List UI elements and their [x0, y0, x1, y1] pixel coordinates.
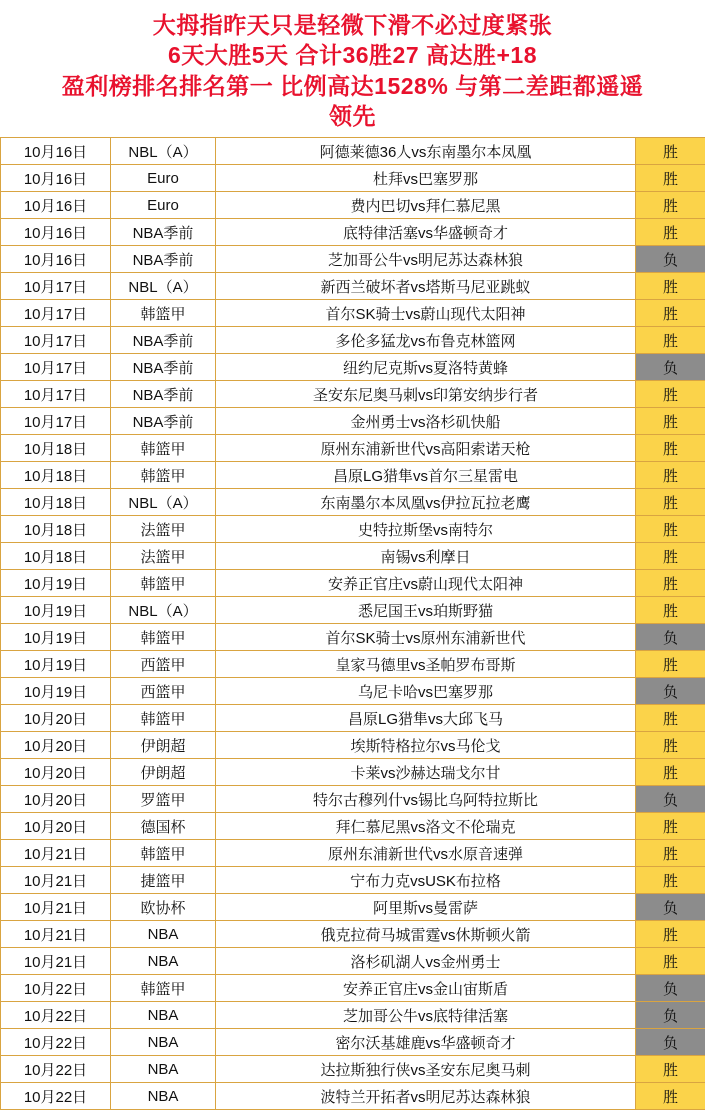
cell-result-badge: 胜: [636, 813, 705, 840]
cell-league: NBA季前: [111, 354, 216, 381]
cell-match: 悉尼国王vs珀斯野猫: [216, 597, 636, 624]
cell-result-badge: 胜: [636, 948, 705, 975]
cell-result-badge: 负: [636, 678, 705, 705]
table-row: [1, 435, 705, 462]
cell-league: 韩篮甲: [111, 462, 216, 489]
cell-match: 费内巴切vs拜仁慕尼黑: [216, 192, 636, 219]
table-row: [1, 462, 705, 489]
cell-result-badge: 胜: [636, 462, 705, 489]
table-row: [1, 597, 705, 624]
cell-date: 10月18日: [1, 435, 111, 462]
cell-result-badge: 胜: [636, 1056, 705, 1083]
cell-result-badge: 胜: [636, 273, 705, 300]
cell-result-badge: 胜: [636, 759, 705, 786]
cell-match: 昌原LG猎隼vs首尔三星雷电: [216, 462, 636, 489]
table-body: [1, 138, 705, 1110]
cell-date: 10月17日: [1, 327, 111, 354]
cell-match: 昌原LG猎隼vs大邱飞马: [216, 705, 636, 732]
table-row: [1, 165, 705, 192]
cell-league: Euro: [111, 165, 216, 192]
cell-league: NBA: [111, 1002, 216, 1029]
cell-result-badge: 胜: [636, 921, 705, 948]
table-row: [1, 219, 705, 246]
cell-result-badge: 负: [636, 1002, 705, 1029]
cell-result-badge: 胜: [636, 516, 705, 543]
cell-league: 伊朗超: [111, 732, 216, 759]
cell-date: 10月16日: [1, 138, 111, 165]
cell-date: 10月17日: [1, 273, 111, 300]
headline-line-4: 领先: [14, 101, 691, 131]
cell-league: 韩篮甲: [111, 570, 216, 597]
cell-league: NBL（A）: [111, 273, 216, 300]
cell-league: 韩篮甲: [111, 624, 216, 651]
cell-league: NBA季前: [111, 381, 216, 408]
table-row: [1, 678, 705, 705]
cell-result-badge: 胜: [636, 840, 705, 867]
cell-match: 波特兰开拓者vs明尼苏达森林狼: [216, 1083, 636, 1110]
cell-match: 皇家马德里vs圣帕罗布哥斯: [216, 651, 636, 678]
cell-match: 达拉斯独行侠vs圣安东尼奥马刺: [216, 1056, 636, 1083]
cell-result-badge: 负: [636, 975, 705, 1002]
cell-date: 10月18日: [1, 489, 111, 516]
cell-date: 10月17日: [1, 408, 111, 435]
cell-match: 乌尼卡哈vs巴塞罗那: [216, 678, 636, 705]
cell-league: 韩篮甲: [111, 975, 216, 1002]
table-row: [1, 246, 705, 273]
cell-result-badge: 胜: [636, 192, 705, 219]
cell-league: 德国杯: [111, 813, 216, 840]
cell-league: 捷篮甲: [111, 867, 216, 894]
cell-match: 芝加哥公牛vs底特律活塞: [216, 1002, 636, 1029]
cell-result-badge: 胜: [636, 165, 705, 192]
table-row: [1, 894, 705, 921]
cell-result-badge: 负: [636, 246, 705, 273]
cell-date: 10月17日: [1, 381, 111, 408]
cell-league: 法篮甲: [111, 516, 216, 543]
table-row: [1, 813, 705, 840]
table-row: [1, 543, 705, 570]
cell-match: 原州东浦新世代vs高阳索诺天枪: [216, 435, 636, 462]
table-row: [1, 1002, 705, 1029]
cell-result-badge: 胜: [636, 705, 705, 732]
cell-date: 10月19日: [1, 678, 111, 705]
table-row: [1, 867, 705, 894]
cell-league: NBL（A）: [111, 138, 216, 165]
cell-result-badge: 胜: [636, 1083, 705, 1110]
cell-date: 10月21日: [1, 894, 111, 921]
cell-league: 韩篮甲: [111, 435, 216, 462]
cell-match: 阿德莱德36人vs东南墨尔本凤凰: [216, 138, 636, 165]
table-row: [1, 1056, 705, 1083]
cell-result-badge: 负: [636, 624, 705, 651]
cell-league: Euro: [111, 192, 216, 219]
cell-league: 西篮甲: [111, 678, 216, 705]
cell-result-badge: 胜: [636, 381, 705, 408]
cell-league: NBA: [111, 948, 216, 975]
cell-league: 韩篮甲: [111, 840, 216, 867]
cell-league: 欧协杯: [111, 894, 216, 921]
cell-date: 10月19日: [1, 597, 111, 624]
cell-league: NBL（A）: [111, 597, 216, 624]
cell-league: 西篮甲: [111, 651, 216, 678]
table-row: [1, 570, 705, 597]
cell-league: NBA: [111, 1083, 216, 1110]
cell-date: 10月18日: [1, 543, 111, 570]
headline-line-1: 大拇指昨天只是轻微下滑不必过度紧张: [14, 10, 691, 40]
table-row: [1, 705, 705, 732]
headline-line-3: 盈利榜排名排名第一 比例高达1528% 与第二差距都遥遥: [14, 71, 691, 101]
cell-date: 10月21日: [1, 840, 111, 867]
cell-result-badge: 胜: [636, 651, 705, 678]
table-row: [1, 759, 705, 786]
cell-match: 多伦多猛龙vs布鲁克林篮网: [216, 327, 636, 354]
cell-date: 10月19日: [1, 624, 111, 651]
cell-match: 宁布力克vsUSK布拉格: [216, 867, 636, 894]
cell-result-badge: 胜: [636, 597, 705, 624]
cell-date: 10月22日: [1, 1002, 111, 1029]
cell-date: 10月19日: [1, 570, 111, 597]
table-row: [1, 840, 705, 867]
cell-match: 原州东浦新世代vs水原音速弹: [216, 840, 636, 867]
cell-match: 金州勇士vs洛杉矶快船: [216, 408, 636, 435]
cell-match: 拜仁慕尼黑vs洛文不伦瑞克: [216, 813, 636, 840]
cell-date: 10月20日: [1, 705, 111, 732]
cell-league: NBA季前: [111, 408, 216, 435]
cell-match: 首尔SK骑士vs蔚山现代太阳神: [216, 300, 636, 327]
cell-result-badge: 胜: [636, 543, 705, 570]
cell-match: 南锡vs利摩日: [216, 543, 636, 570]
cell-date: 10月21日: [1, 921, 111, 948]
table-row: [1, 327, 705, 354]
page-title: [0, 0, 705, 137]
cell-league: NBA季前: [111, 327, 216, 354]
table-row: [1, 1029, 705, 1056]
cell-match: 首尔SK骑士vs原州东浦新世代: [216, 624, 636, 651]
cell-date: 10月18日: [1, 462, 111, 489]
cell-date: 10月20日: [1, 759, 111, 786]
cell-match: 新西兰破坏者vs塔斯马尼亚跳蚁: [216, 273, 636, 300]
cell-date: 10月16日: [1, 246, 111, 273]
cell-result-badge: 胜: [636, 489, 705, 516]
cell-league: 法篮甲: [111, 543, 216, 570]
table-row: [1, 948, 705, 975]
table-row: [1, 786, 705, 813]
table-row: [1, 300, 705, 327]
cell-match: 圣安东尼奥马刺vs印第安纳步行者: [216, 381, 636, 408]
cell-result-badge: 胜: [636, 435, 705, 462]
table-row: [1, 1083, 705, 1110]
cell-league: NBA季前: [111, 219, 216, 246]
cell-match: 埃斯特格拉尔vs马伦戈: [216, 732, 636, 759]
table-row: [1, 921, 705, 948]
cell-date: 10月20日: [1, 786, 111, 813]
table-row: [1, 624, 705, 651]
cell-league: 韩篮甲: [111, 300, 216, 327]
table-row: [1, 408, 705, 435]
cell-result-badge: 负: [636, 786, 705, 813]
cell-result-badge: 胜: [636, 138, 705, 165]
headline-line-2: 6天大胜5天 合计36胜27 高达胜+18: [14, 40, 691, 70]
cell-match: 芝加哥公牛vs明尼苏达森林狼: [216, 246, 636, 273]
cell-match: 洛杉矶湖人vs金州勇士: [216, 948, 636, 975]
cell-result-badge: 负: [636, 354, 705, 381]
table-row: [1, 651, 705, 678]
cell-date: 10月21日: [1, 867, 111, 894]
table-row: [1, 138, 705, 165]
cell-date: 10月19日: [1, 651, 111, 678]
cell-league: 韩篮甲: [111, 705, 216, 732]
cell-result-badge: 胜: [636, 408, 705, 435]
cell-date: 10月22日: [1, 975, 111, 1002]
cell-date: 10月22日: [1, 1056, 111, 1083]
cell-league: NBA: [111, 921, 216, 948]
cell-result-badge: 胜: [636, 732, 705, 759]
cell-match: 纽约尼克斯vs夏洛特黄蜂: [216, 354, 636, 381]
cell-league: NBA: [111, 1056, 216, 1083]
cell-result-badge: 胜: [636, 570, 705, 597]
table-row: [1, 489, 705, 516]
cell-match: 俄克拉荷马城雷霆vs休斯顿火箭: [216, 921, 636, 948]
cell-match: 卡莱vs沙赫达瑞戈尔甘: [216, 759, 636, 786]
cell-match: 杜拜vs巴塞罗那: [216, 165, 636, 192]
cell-date: 10月22日: [1, 1029, 111, 1056]
table-row: [1, 354, 705, 381]
cell-date: 10月22日: [1, 1083, 111, 1110]
cell-match: 史特拉斯堡vs南特尔: [216, 516, 636, 543]
cell-result-badge: 负: [636, 1029, 705, 1056]
table-row: [1, 273, 705, 300]
cell-match: 底特律活塞vs华盛顿奇才: [216, 219, 636, 246]
cell-league: 伊朗超: [111, 759, 216, 786]
cell-date: 10月20日: [1, 813, 111, 840]
cell-result-badge: 胜: [636, 867, 705, 894]
cell-match: 东南墨尔本凤凰vs伊拉瓦拉老鹰: [216, 489, 636, 516]
cell-date: 10月17日: [1, 354, 111, 381]
table-row: [1, 516, 705, 543]
cell-match: 特尔古穆列什vs锡比乌阿特拉斯比: [216, 786, 636, 813]
cell-result-badge: 胜: [636, 219, 705, 246]
cell-league: NBA季前: [111, 246, 216, 273]
cell-match: 密尔沃基雄鹿vs华盛顿奇才: [216, 1029, 636, 1056]
table-row: [1, 381, 705, 408]
cell-result-badge: 负: [636, 894, 705, 921]
cell-match: 阿里斯vs曼雷萨: [216, 894, 636, 921]
cell-match: 安养正官庄vs蔚山现代太阳神: [216, 570, 636, 597]
table-row: [1, 732, 705, 759]
cell-league: NBL（A）: [111, 489, 216, 516]
cell-league: 罗篮甲: [111, 786, 216, 813]
cell-date: 10月16日: [1, 165, 111, 192]
table-row: [1, 192, 705, 219]
cell-date: 10月18日: [1, 516, 111, 543]
cell-date: 10月16日: [1, 192, 111, 219]
cell-date: 10月17日: [1, 300, 111, 327]
cell-match: 安养正官庄vs金山宙斯盾: [216, 975, 636, 1002]
cell-league: NBA: [111, 1029, 216, 1056]
cell-date: 10月20日: [1, 732, 111, 759]
cell-result-badge: 胜: [636, 327, 705, 354]
cell-result-badge: 胜: [636, 300, 705, 327]
table-row: [1, 975, 705, 1002]
cell-date: 10月16日: [1, 219, 111, 246]
match-results-table: [0, 137, 705, 1110]
cell-date: 10月21日: [1, 948, 111, 975]
